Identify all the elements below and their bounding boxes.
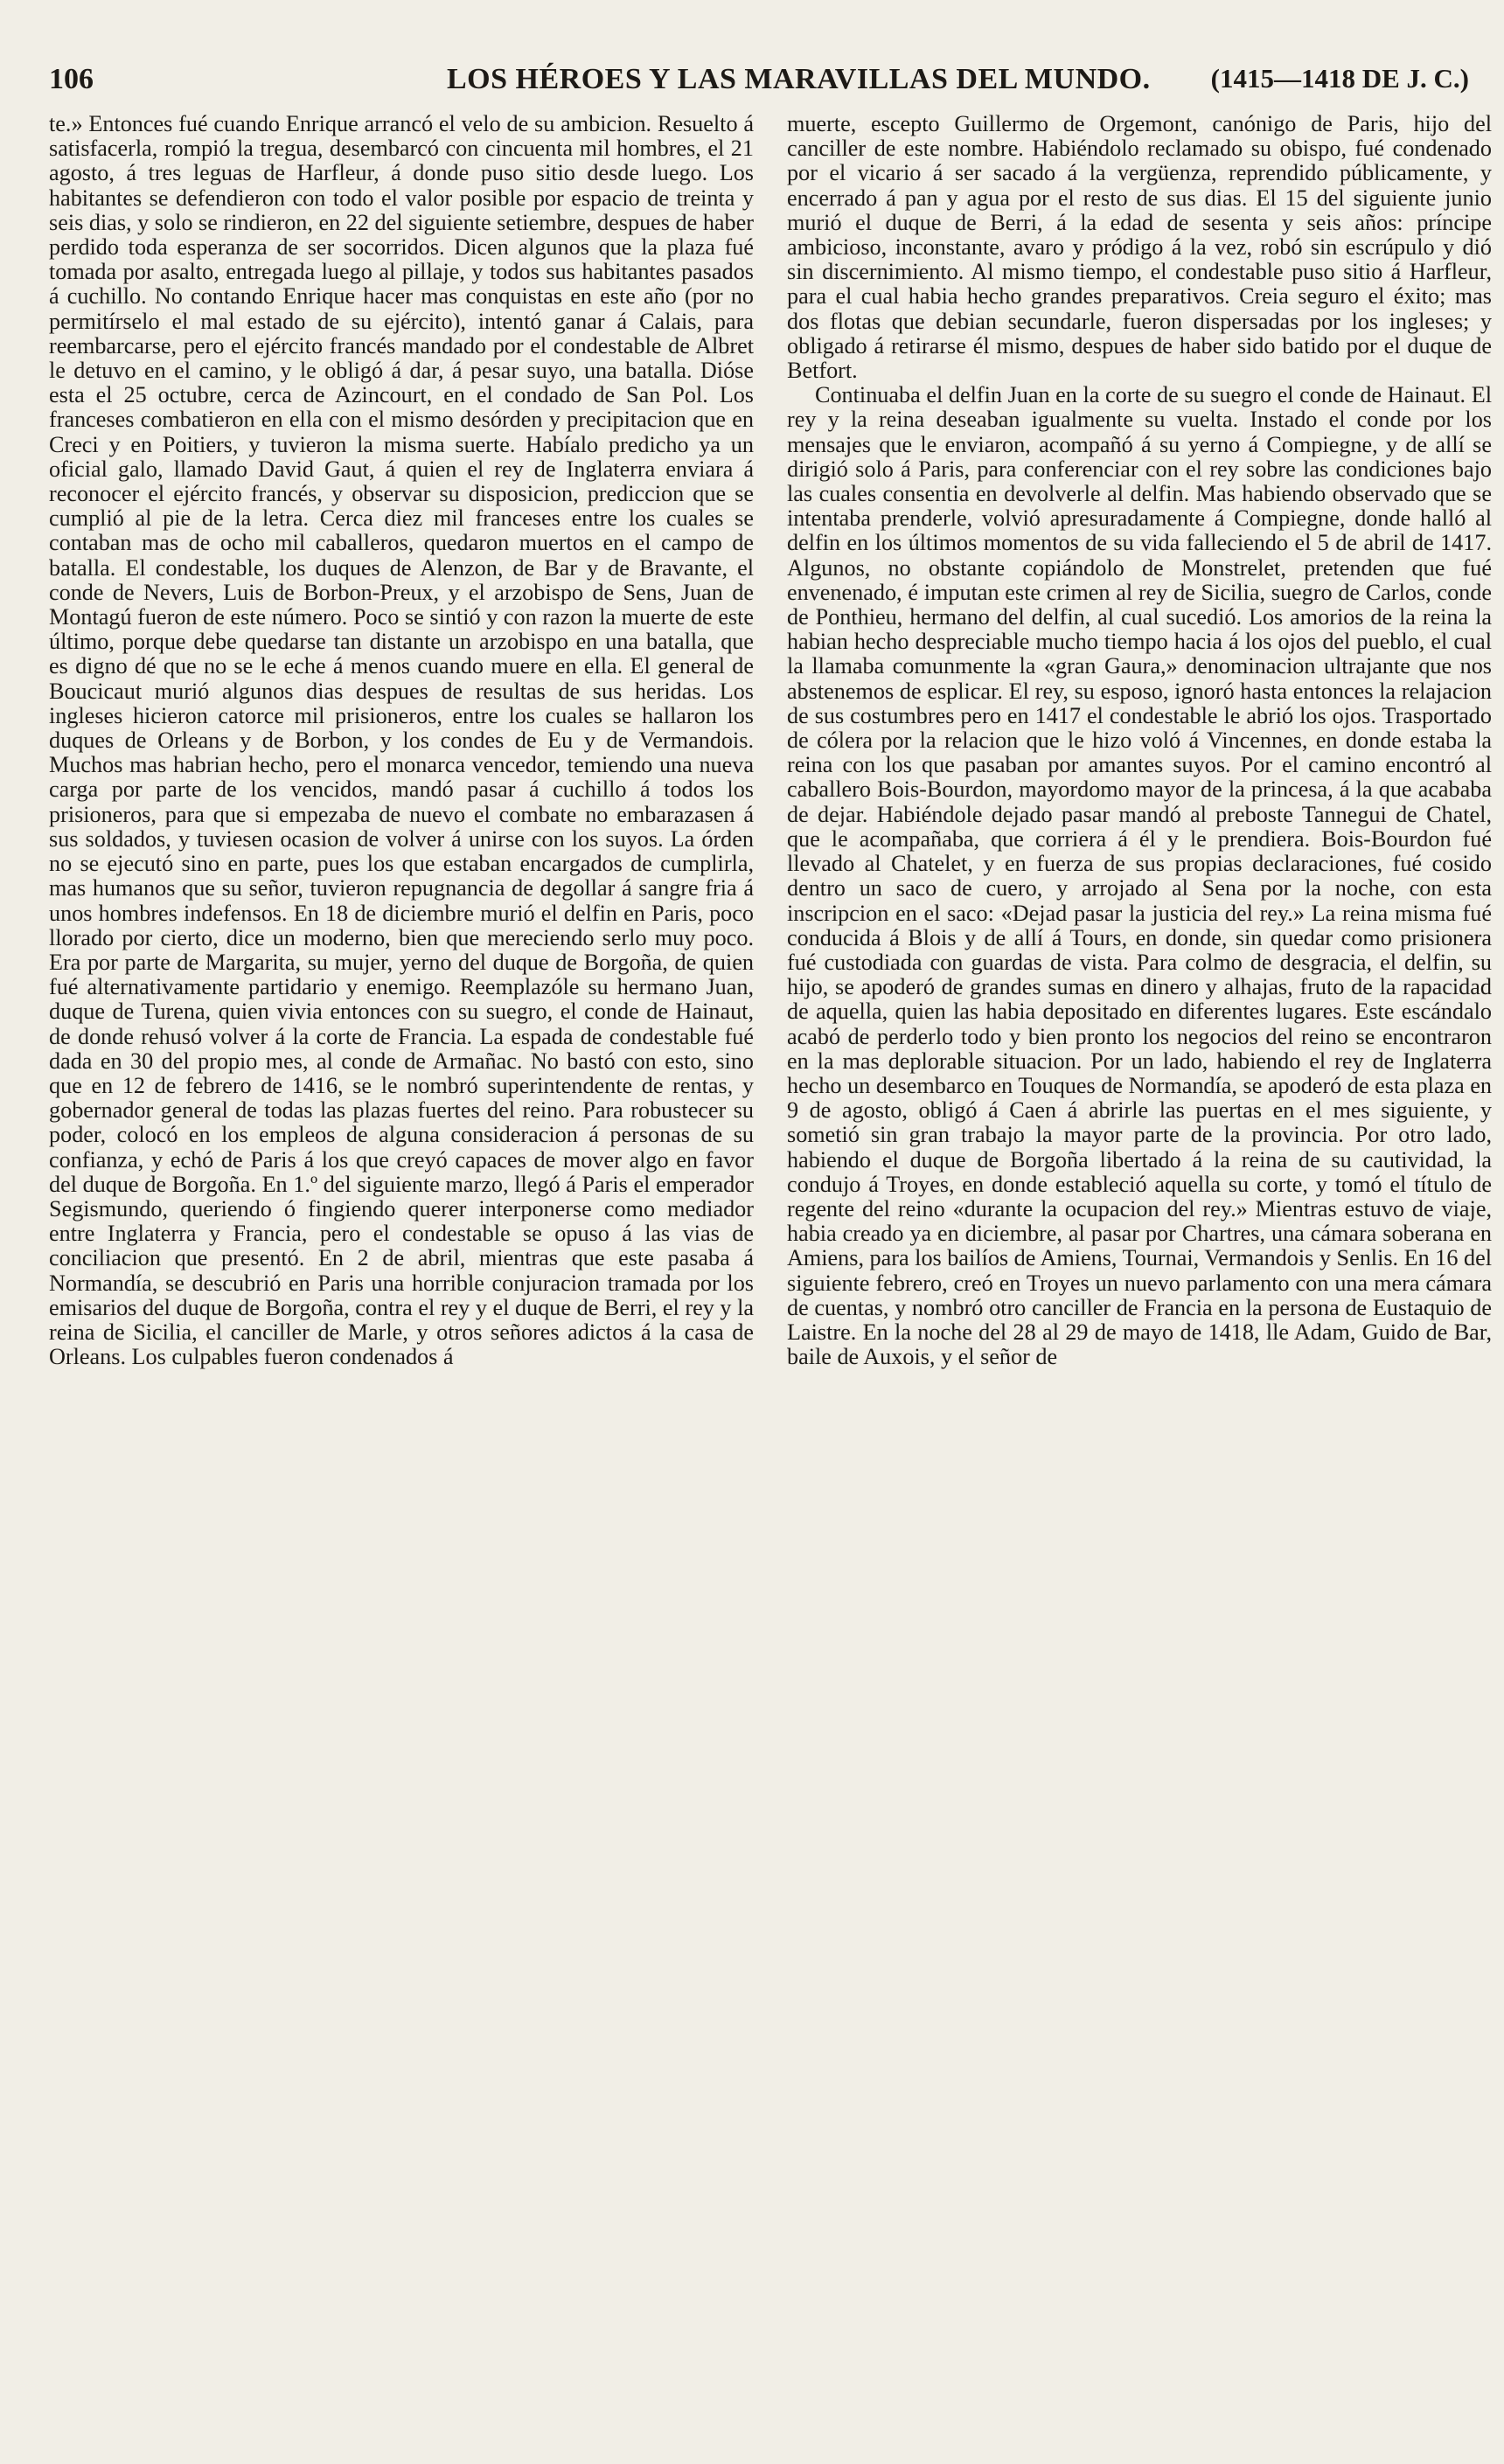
date-range: (1415—1418 DE J. C.) bbox=[1210, 63, 1469, 94]
running-title: LOS HÉROES Y LAS MARAVILLAS DEL MUNDO. bbox=[447, 63, 1151, 95]
left-column bbox=[49, 112, 754, 2455]
page-number: 106 bbox=[49, 63, 94, 95]
paragraph: muerte, escepto Guillermo de Orgemont, canónigo de Paris, hijo del canciller de este nombre. Habiéndolo reclamado su obispo, fué condenado por el vicario á ser sacado á la vergüenza, reprendido públicamente, y encerrado á pan y agua por el resto de sus dias. El 15 del siguiente junio murió el duque de Berri, á la edad de sesenta y seis años: príncipe ambicioso, inconstante, avaro y pródigo á la vez, robó sin escrúpulo y dió sin discernimiento. Al mismo tiempo, el condestable puso sitio á Harfleur, para el cual habia hecho grandes preparativos. Creia seguro el éxito; mas dos flotas que debian secundarle, fueron dispersadas por los ingleses; y obligado á retirarse él mismo, despues de haber sido batido por el duque de Betfort. bbox=[787, 112, 1492, 384]
right-column bbox=[787, 112, 1492, 2455]
paragraph: te.» Entonces fué cuando Enrique arrancó el velo de su ambicion. Resuelto á satisfacerla, rompió la tregua, desembarcó con cincuenta mil hombres, el 21 agosto, á tres leguas de Harfleur, á donde puso sitio desde luego. Los habitantes se defendieron con todo el valor posible por espacio de treinta y seis dias, y solo se rindieron, en 22 del siguiente setiembre, despues de haber perdido toda esperanza de ser socorridos. Dicen algunos que la plaza fué tomada por asalto, entregada luego al pillaje, y todos sus habitantes pasados á cuchillo. No contando Enrique hacer mas conquistas en este año (por no permitírselo el mal estado de su ejército), intentó ganar á Calais, para reembarcarse, pero el ejército francés mandado por el condestable de Albret le detuvo en el camino, y le obligó á dar, á pesar suyo, una batalla. Dióse esta el 25 octubre, cerca de Azincourt, en el condado de San Pol. Los franceses combatieron en ella con el mismo desórden y precipitacion que en Creci y en Poitiers, y tuvieron la misma suerte. Habíalo predicho ya un oficial galo, llamado David Gaut, á quien el rey de Inglaterra enviara á reconocer el ejército francés, y observar su disposicion, prediccion que se cumplió al pie de la letra. Cerca diez mil franceses entre los cuales se contaban mas de ocho mil caballeros, quedaron muertos en el campo de batalla. El condestable, los duques de Alenzon, de Bar y de Bravante, el conde de Nevers, Luis de Borbon-Preux, y el arzobispo de Sens, Juan de Montagú fueron de este número. Poco se sintió y con razon la muerte de este último, porque debe quedarse tan distante un arzobispo en una batalla, que es digno dé que no se le eche á menos cuando muere en ella. El general de Boucicaut murió algunos dias despues de resultas de sus heridas. Los ingleses hicieron catorce mil prisioneros, entre los cuales se hallaron los duques de Orleans y de Borbon, y los condes de Eu y de Vermandois. Muchos mas habrian hecho, pero el monarca vencedor, temiendo una nueva carga por parte de los vencidos, mandó pasar á cuchillo á todos los prisioneros, para que si empezaba de nuevo el combate no embarazasen á sus soldados, y tuviesen ocasion de volver á unirse con los suyos. La órden no se ejecutó sino en parte, pues los que estaban encargados de cumplirla, mas humanos que su señor, tuvieron repugnancia de degollar á sangre fria á unos hombres indefensos. En 18 de diciembre murió el delfin en Paris, poco llorado por cierto, dice un moderno, bien que mereciendo serlo muy poco. Era por parte de Margarita, su mujer, yerno del duque de Borgoña, de quien fué alternativamente partidario y enemigo. Reemplazóle su hermano Juan, duque de Turena, quien vivia entonces con su suegro, el conde de Hainaut, de donde rehusó volver á la corte de Francia. La espada de condestable fué dada en 30 del propio mes, al conde de Armañac. No bastó con esto, sino que en 12 de febrero de 1416, se le nombró superintendente de rentas, y gobernador general de todas las plazas fuertes del reino. Para robustecer su poder, colocó en los empleos de alguna consideracion á personas de su confianza, y echó de Paris á los que creyó capaces de mover algo en favor del duque de Borgoña. En 1.º del siguiente marzo, llegó á Paris el emperador Segismundo, queriendo ó fingiendo querer interponerse como mediador entre Inglaterra y Francia, pero el condestable se opuso á las vias de conciliacion que presentó. En 2 de abril, mientras que este pasaba á Normandía, se descubrió en Paris una horrible conjuracion tramada por los emisarios del duque de Borgoña, contra el rey y el duque de Berri, el rey y la reina de Sicilia, el canciller de Marle, y otros señores adictos á la casa de Orleans. Los culpables fueron condenados á bbox=[49, 112, 754, 1370]
page-header bbox=[49, 63, 1469, 107]
paragraph: Continuaba el delfin Juan en la corte de su suegro el conde de Hainaut. El rey y la reina deseaban igualmente su vuelta. Instado el conde por los mensajes que le enviaron, acompañó á su yerno á Compiegne, y de allí se dirigió solo á Paris, para conferenciar con el rey sobre las condiciones bajo las cuales consentia en devolverle al delfin. Mas habiendo observado que se intentaba prenderle, volvió apresuradamente á Compiegne, donde halló al delfin en los últimos momentos de su vida falleciendo el 5 de abril de 1417. Algunos, no obstante copiándolo de Monstrelet, pretenden que fué envenenado, é imputan este crimen al rey de Sicilia, suegro de Carlos, conde de Ponthieu, hermano del delfin, al cual sucedió. Los amorios de la reina la habian hecho despreciable mucho tiempo hacia á los ojos del pueblo, el cual la llamaba comunmente la «gran Gaura,» denominacion ultrajante que nos abstenemos de esplicar. El rey, su esposo, ignoró hasta entonces la relajacion de sus costumbres pero en 1417 el condestable le abrió los ojos. Trasportado de cólera por la relacion que le hizo voló á Vincennes, en donde estaba la reina con los que pasaban por amantes suyos. Por el camino encontró al caballero Bois-Bourdon, mayordomo mayor de la princesa, á la que acababa de dejar. Habiéndole dejado pasar mandó al preboste Tannegui de Chatel, que le acompañaba, que corriera á él y le prendiera. Bois-Bourdon fué llevado al Chatelet, y en fuerza de sus propias declaraciones, fué cosido dentro un saco de cuero, y arrojado al Sena por la noche, con esta inscripcion en el saco: «Dejad pasar la justicia del rey.» La reina misma fué conducida á Blois y de allí á Tours, en donde, sin quedar como prisionera fué custodiada con guardas de vista. Para colmo de desgracia, el delfin, su hijo, se apoderó de grandes sumas en dinero y alhajas, fruto de la rapacidad de aquella, quien las habia depositado en diferentes lugares. Este escándalo acabó de perderlo todo y bien pronto los negocios del reino se encontraron en la mas deplorable situacion. Por un lado, habiendo el rey de Inglaterra hecho un desembarco en Touques de Normandía, se apoderó de esta plaza en 9 de agosto, obligó á Caen á abrirle las puertas en el mes siguiente, y sometió sin gran trabajo la mayor parte de la provincia. Por otro lado, habiendo el duque de Borgoña libertado á la reina de su cautividad, la condujo á Troyes, en donde estableció aquella su corte, y tomó el título de regente del reino «durante la ocupacion del rey.» Mientras estuvo de viaje, habia creado ya en diciembre, al pasar por Chartres, una cámara soberana en Amiens, para los bailíos de Amiens, Tournai, Vermandois y Senlis. En 16 del siguiente febrero, creó en Troyes un nuevo parlamento con una mera cámara de cuentas, y nombró otro canciller de Francia en la persona de Eustaquio de Laistre. En la noche del 28 al 29 de mayo de 1418, lle Adam, Guido de Bar, baile de Auxois, y el señor de bbox=[787, 382, 1492, 1370]
